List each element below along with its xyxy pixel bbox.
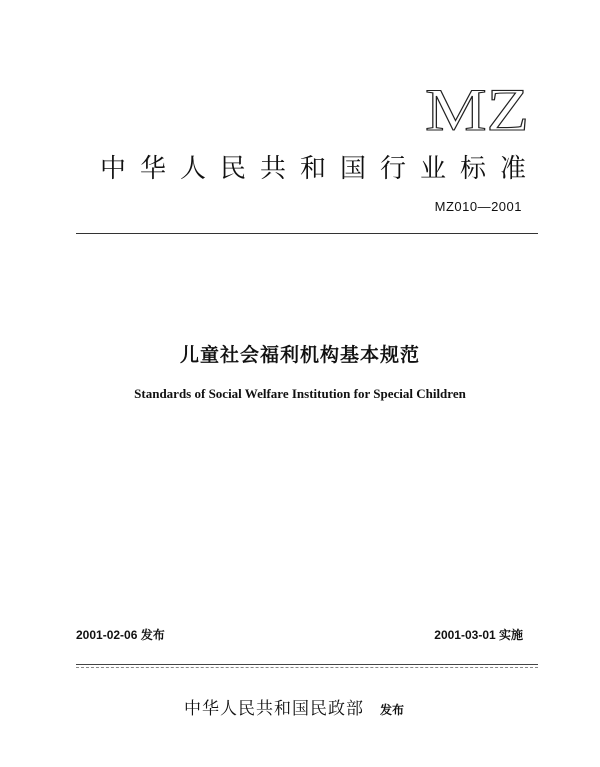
standard-type-heading: 中华人民共和国行业标准 [100,154,541,184]
effective-date: 2001-03-01 实施 [434,628,523,642]
standard-code: MZ010—2001 [434,199,522,214]
mz-logo-text: MZ [425,78,529,138]
publisher-name: 中华人民共和国民政部 [184,699,364,719]
mz-logo [423,78,531,138]
header-divider [76,233,538,234]
issue-date: 2001-02-06 发布 [76,628,165,642]
document-title-english: Standards of Social Welfare Institution for Special Children [134,386,466,401]
document-title-chinese: 儿童社会福利机构基本规范 [179,344,420,366]
footer-divider [76,664,538,665]
publish-label: 发布 [380,703,405,717]
publisher-line [184,694,404,719]
